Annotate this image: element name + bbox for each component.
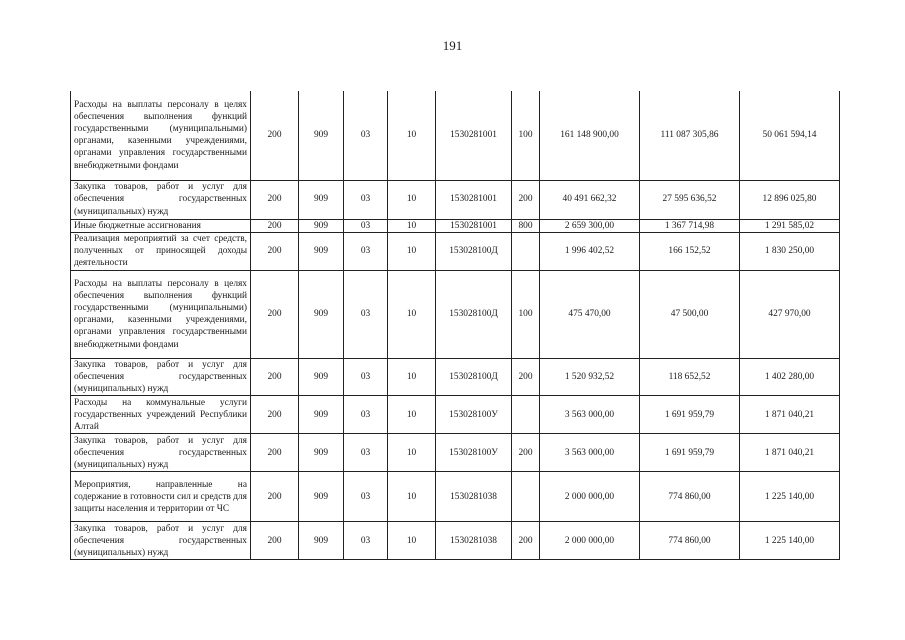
code-cell: 03 <box>344 522 388 560</box>
code-cell: 909 <box>299 91 344 180</box>
code-cell: 10 <box>388 180 436 219</box>
page-number: 191 <box>442 38 463 53</box>
amount-cell: 1 871 040,21 <box>740 434 840 472</box>
amount-cell: 1 691 959,79 <box>640 434 740 472</box>
code-cell: 03 <box>344 434 388 472</box>
expense-kind-cell: 100 <box>512 91 540 180</box>
row-description: Мероприятия, направленные на содержание в готовности сил и средств для защиты населения и территории от ЧС <box>71 472 251 522</box>
amount-cell: 774 860,00 <box>640 522 740 560</box>
amount-cell: 3 563 000,00 <box>540 396 640 434</box>
table-row <box>71 91 840 180</box>
amount-cell: 1 402 280,00 <box>740 358 840 396</box>
code-cell: 200 <box>251 270 299 358</box>
amount-cell: 1 996 402,52 <box>540 232 640 270</box>
amount-cell: 118 652,52 <box>640 358 740 396</box>
code-cell: 909 <box>299 180 344 219</box>
row-description: Реализация мероприятий за счет средств, полученных от приносящей доходы деятельности <box>71 232 251 270</box>
row-description: Расходы на выплаты персоналу в целях обеспечения выполнения функций государственными (муниципальными) органами, казенными учреждениями, органами управления государственными внебюджетными фондами <box>71 91 251 180</box>
code-cell: 03 <box>344 396 388 434</box>
target-code-cell: 153028100Д <box>436 270 512 358</box>
code-cell: 10 <box>388 396 436 434</box>
code-cell: 200 <box>251 219 299 232</box>
expense-kind-cell: 100 <box>512 270 540 358</box>
code-cell: 03 <box>344 232 388 270</box>
amount-cell: 111 087 305,86 <box>640 91 740 180</box>
code-cell: 10 <box>388 472 436 522</box>
code-cell: 909 <box>299 522 344 560</box>
amount-cell: 27 595 636,52 <box>640 180 740 219</box>
amount-cell: 427 970,00 <box>740 270 840 358</box>
row-description: Расходы на выплаты персоналу в целях обеспечения выполнения функций государственными (муниципальными) органами, казенными учреждениями, органами управления государственными внебюджетными фондами <box>71 270 251 358</box>
code-cell: 10 <box>388 219 436 232</box>
amount-cell: 774 860,00 <box>640 472 740 522</box>
table-row <box>71 434 840 472</box>
amount-cell: 1 225 140,00 <box>740 472 840 522</box>
table-row <box>71 270 840 358</box>
amount-cell: 161 148 900,00 <box>540 91 640 180</box>
row-description: Иные бюджетные ассигнования <box>71 219 251 232</box>
row-description: Закупка товаров, работ и услуг для обеспечения государственных (муниципальных) нужд <box>71 180 251 219</box>
row-description: Закупка товаров, работ и услуг для обеспечения государственных (муниципальных) нужд <box>71 434 251 472</box>
expense-kind-cell <box>512 472 540 522</box>
code-cell: 03 <box>344 270 388 358</box>
code-cell: 200 <box>251 180 299 219</box>
budget-table <box>70 91 840 560</box>
code-cell: 200 <box>251 396 299 434</box>
code-cell: 03 <box>344 472 388 522</box>
code-cell: 10 <box>388 91 436 180</box>
amount-cell: 2 000 000,00 <box>540 522 640 560</box>
code-cell: 10 <box>388 358 436 396</box>
code-cell: 10 <box>388 270 436 358</box>
target-code-cell: 1530281038 <box>436 472 512 522</box>
code-cell: 909 <box>299 219 344 232</box>
row-description: Закупка товаров, работ и услуг для обеспечения государственных (муниципальных) нужд <box>71 358 251 396</box>
target-code-cell: 153028100У <box>436 434 512 472</box>
target-code-cell: 153028100У <box>436 396 512 434</box>
amount-cell: 1 871 040,21 <box>740 396 840 434</box>
code-cell: 10 <box>388 434 436 472</box>
table-row <box>71 232 840 270</box>
target-code-cell: 1530281038 <box>436 522 512 560</box>
expense-kind-cell: 800 <box>512 219 540 232</box>
target-code-cell: 153028100Д <box>436 232 512 270</box>
code-cell: 909 <box>299 270 344 358</box>
code-cell: 200 <box>251 91 299 180</box>
amount-cell: 166 152,52 <box>640 232 740 270</box>
table-row <box>71 522 840 560</box>
expense-kind-cell: 200 <box>512 180 540 219</box>
amount-cell: 1 367 714,98 <box>640 219 740 232</box>
code-cell: 10 <box>388 232 436 270</box>
amount-cell: 3 563 000,00 <box>540 434 640 472</box>
target-code-cell: 153028100Д <box>436 358 512 396</box>
code-cell: 03 <box>344 358 388 396</box>
row-description: Расходы на коммунальные услуги государственных учреждений Республики Алтай <box>71 396 251 434</box>
expense-kind-cell <box>512 396 540 434</box>
amount-cell: 1 691 959,79 <box>640 396 740 434</box>
amount-cell: 12 896 025,80 <box>740 180 840 219</box>
table-row <box>71 358 840 396</box>
table-row <box>71 472 840 522</box>
code-cell: 200 <box>251 358 299 396</box>
target-code-cell: 1530281001 <box>436 91 512 180</box>
code-cell: 10 <box>388 522 436 560</box>
code-cell: 03 <box>344 91 388 180</box>
target-code-cell: 1530281001 <box>436 219 512 232</box>
target-code-cell: 1530281001 <box>436 180 512 219</box>
amount-cell: 1 291 585,02 <box>740 219 840 232</box>
row-description: Закупка товаров, работ и услуг для обеспечения государственных (муниципальных) нужд <box>71 522 251 560</box>
amount-cell: 40 491 662,32 <box>540 180 640 219</box>
table-row <box>71 396 840 434</box>
code-cell: 909 <box>299 396 344 434</box>
code-cell: 200 <box>251 434 299 472</box>
amount-cell: 2 659 300,00 <box>540 219 640 232</box>
code-cell: 200 <box>251 232 299 270</box>
code-cell: 909 <box>299 358 344 396</box>
expense-kind-cell: 200 <box>512 358 540 396</box>
amount-cell: 2 000 000,00 <box>540 472 640 522</box>
amount-cell: 1 225 140,00 <box>740 522 840 560</box>
code-cell: 909 <box>299 232 344 270</box>
amount-cell: 475 470,00 <box>540 270 640 358</box>
code-cell: 909 <box>299 434 344 472</box>
table-row <box>71 219 840 232</box>
amount-cell: 1 830 250,00 <box>740 232 840 270</box>
expense-kind-cell: 200 <box>512 434 540 472</box>
expense-kind-cell <box>512 232 540 270</box>
expense-kind-cell: 200 <box>512 522 540 560</box>
table-row <box>71 180 840 219</box>
code-cell: 03 <box>344 219 388 232</box>
code-cell: 909 <box>299 472 344 522</box>
amount-cell: 47 500,00 <box>640 270 740 358</box>
amount-cell: 50 061 594,14 <box>740 91 840 180</box>
table-body <box>71 91 840 560</box>
code-cell: 03 <box>344 180 388 219</box>
amount-cell: 1 520 932,52 <box>540 358 640 396</box>
code-cell: 200 <box>251 522 299 560</box>
code-cell: 200 <box>251 472 299 522</box>
